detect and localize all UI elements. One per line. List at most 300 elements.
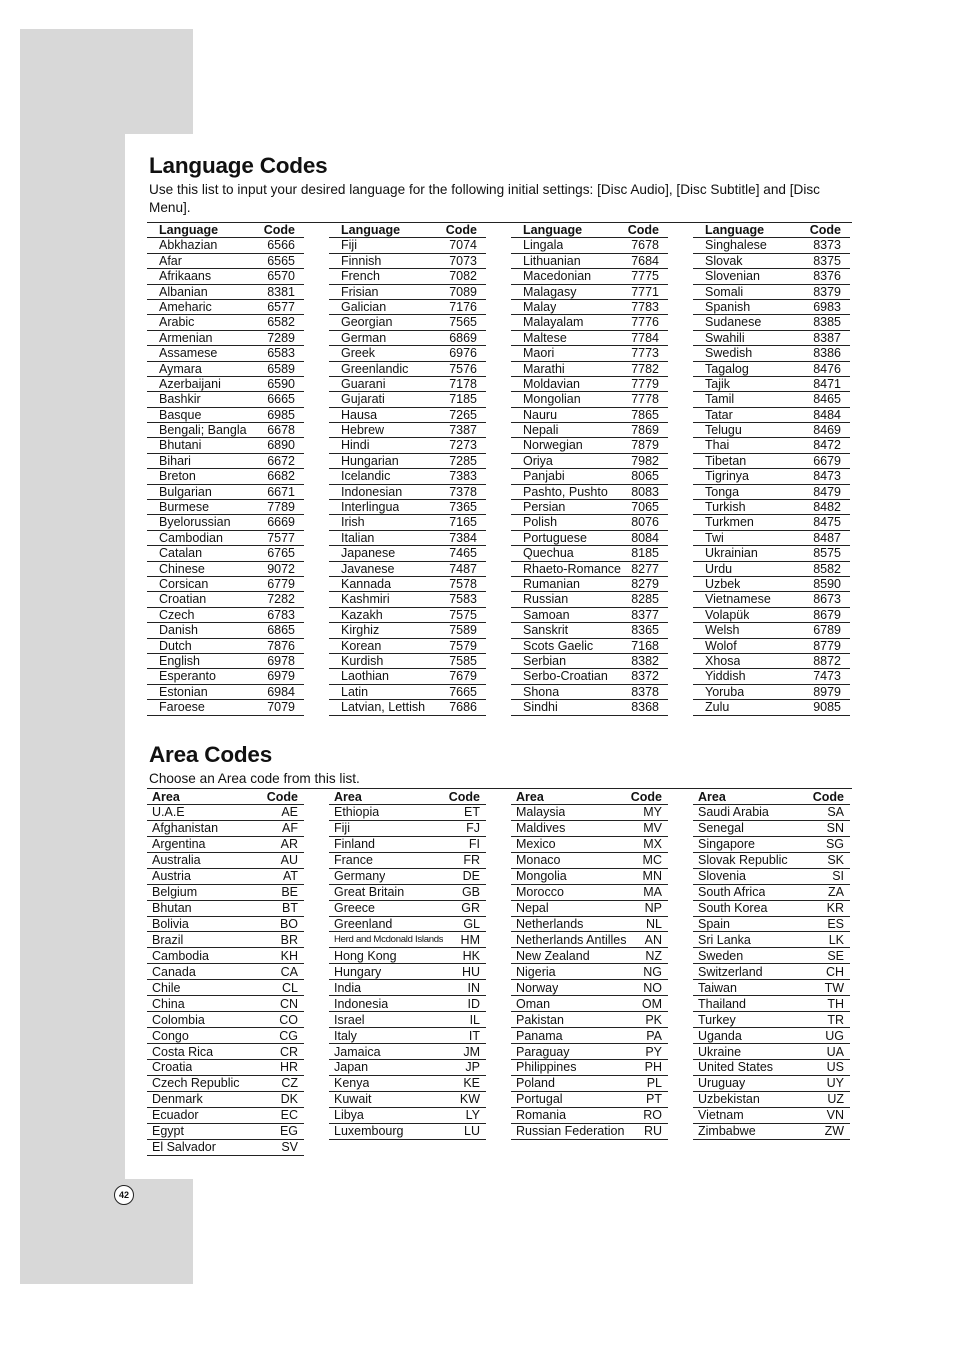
- language-row: [511, 408, 668, 423]
- language-name: Tamil: [705, 392, 735, 407]
- area-row: [693, 885, 850, 901]
- language-code: 8376: [813, 269, 841, 284]
- area-row: [511, 996, 668, 1012]
- language-row: [693, 515, 850, 530]
- language-name: Slovenian: [705, 269, 760, 284]
- language-row: [329, 362, 486, 377]
- area-code: PK: [645, 1012, 662, 1027]
- language-code: 6890: [267, 438, 295, 453]
- language-row: [147, 515, 304, 530]
- language-row: [511, 669, 668, 684]
- language-row: [147, 700, 304, 715]
- language-name: Singhalese: [705, 238, 767, 253]
- area-name: Congo: [152, 1028, 189, 1043]
- language-row: [693, 592, 850, 607]
- language-name: Guarani: [341, 376, 386, 391]
- area-name: Greenland: [334, 917, 393, 932]
- area-code: FR: [463, 853, 480, 868]
- page-margin-band-top: [20, 29, 193, 134]
- area-row: [147, 837, 304, 853]
- language-row: [693, 469, 850, 484]
- language-code: 7789: [267, 500, 295, 515]
- area-name: El Salvador: [152, 1140, 216, 1155]
- language-row: [147, 331, 304, 346]
- area-name: Vietnam: [698, 1108, 744, 1123]
- language-row: [693, 315, 850, 330]
- language-code: 6779: [267, 576, 295, 591]
- language-name: Thai: [705, 438, 730, 453]
- language-code: 7589: [449, 623, 477, 638]
- language-code: 8277: [631, 561, 659, 576]
- language-row: [511, 654, 668, 669]
- area-code: BT: [282, 901, 298, 916]
- language-name: Irish: [341, 515, 365, 530]
- language-row: [147, 285, 304, 300]
- area-name: Jamaica: [334, 1044, 381, 1059]
- language-name: Laothian: [341, 669, 389, 684]
- language-row: [511, 500, 668, 515]
- language-name: Yoruba: [705, 684, 745, 699]
- language-row: [511, 562, 668, 577]
- area-code: AU: [280, 853, 298, 868]
- language-row: [147, 562, 304, 577]
- language-code: 8377: [631, 607, 659, 622]
- language-code: 7684: [631, 253, 659, 268]
- area-code: CN: [279, 996, 298, 1011]
- language-name: Serbo-Croatian: [523, 669, 608, 684]
- language-row: [329, 300, 486, 315]
- language-name: German: [341, 330, 387, 345]
- language-name: Bihari: [159, 453, 191, 468]
- language-code: 9085: [813, 700, 841, 715]
- language-name: Serbian: [523, 653, 567, 668]
- area-code: TW: [824, 980, 844, 995]
- language-row: [329, 654, 486, 669]
- language-name: Burmese: [159, 500, 210, 515]
- area-row: [511, 1044, 668, 1060]
- language-row: [147, 546, 304, 561]
- area-code: IN: [467, 980, 480, 995]
- language-row: [693, 331, 850, 346]
- language-code: 7378: [449, 484, 477, 499]
- language-name: Shona: [523, 684, 560, 699]
- language-row: [693, 685, 850, 700]
- area-code: CO: [279, 1012, 298, 1027]
- language-row: [511, 346, 668, 361]
- language-code: 7487: [449, 561, 477, 576]
- area-code: BE: [281, 885, 298, 900]
- language-row: [329, 269, 486, 284]
- language-row: [147, 485, 304, 500]
- area-row: [147, 1076, 304, 1092]
- language-name: Mongolian: [523, 392, 581, 407]
- language-code: 6590: [267, 376, 295, 391]
- language-row: [147, 408, 304, 423]
- language-code: 6984: [267, 684, 295, 699]
- area-code: PY: [645, 1044, 662, 1059]
- header-name-label: Language: [523, 222, 583, 237]
- area-row: [693, 996, 850, 1012]
- area-code: GB: [461, 885, 480, 900]
- language-code: 7876: [267, 638, 295, 653]
- language-name: Kannada: [341, 576, 392, 591]
- area-code: SG: [825, 837, 844, 852]
- language-row: [147, 238, 304, 253]
- language-name: Oriya: [523, 453, 553, 468]
- area-name: South Korea: [698, 901, 768, 916]
- area-name: Nepal: [516, 901, 549, 916]
- language-code: 6671: [267, 484, 295, 499]
- area-name: Spain: [698, 917, 730, 932]
- language-code: 6665: [267, 392, 295, 407]
- language-name: Sanskrit: [523, 623, 569, 638]
- area-code: OM: [641, 996, 662, 1011]
- language-row: [693, 454, 850, 469]
- language-column: [511, 223, 668, 716]
- area-row: [693, 980, 850, 996]
- language-code: 7465: [449, 546, 477, 561]
- language-row: [147, 469, 304, 484]
- language-row: [147, 685, 304, 700]
- language-name: Azerbaijani: [159, 376, 221, 391]
- area-name: Mongolia: [516, 869, 567, 884]
- area-code: CG: [279, 1028, 298, 1043]
- language-name: Hebrew: [341, 423, 385, 438]
- header-code-label: Code: [263, 222, 295, 237]
- area-name: Czech Republic: [152, 1076, 240, 1091]
- language-name: Gujarati: [341, 392, 385, 407]
- language-name: Twi: [705, 530, 724, 545]
- area-code: BR: [280, 932, 298, 947]
- area-code: AR: [280, 837, 298, 852]
- area-row: [511, 948, 668, 964]
- language-row: [693, 300, 850, 315]
- language-code: 8379: [813, 284, 841, 299]
- area-name: Germany: [334, 869, 386, 884]
- header-code-label: Code: [809, 222, 841, 237]
- page-number-badge: 42: [114, 1185, 134, 1205]
- language-code: 7565: [449, 315, 477, 330]
- area-name: Turkey: [698, 1012, 736, 1027]
- language-code: 8385: [813, 315, 841, 330]
- language-name: Corsican: [159, 576, 209, 591]
- language-code: 8185: [631, 546, 659, 561]
- area-code: UZ: [827, 1092, 844, 1107]
- language-code: 8465: [813, 392, 841, 407]
- area-code: ES: [827, 917, 844, 932]
- area-name: India: [334, 980, 362, 995]
- area-code: JM: [463, 1044, 480, 1059]
- area-name: Romania: [516, 1108, 567, 1123]
- language-name: Kirghiz: [341, 623, 380, 638]
- language-code: 6983: [813, 299, 841, 314]
- area-code: HK: [462, 948, 480, 963]
- language-row: [693, 438, 850, 453]
- area-row: [329, 932, 486, 948]
- language-code: 6985: [267, 407, 295, 422]
- language-code: 7082: [449, 269, 477, 284]
- language-name: Quechua: [523, 546, 574, 561]
- language-name: Russian: [523, 592, 569, 607]
- area-row: [147, 853, 304, 869]
- language-codes-intro: Use this list to input your desired language for the following initial settings: [Disc Audio], [Disc Subtitle] and [Disc Menu].: [149, 182, 820, 215]
- area-code: RO: [643, 1108, 662, 1123]
- area-row: [147, 805, 304, 821]
- language-code: 7282: [267, 592, 295, 607]
- language-name: Finnish: [341, 253, 382, 268]
- language-code: 6679: [813, 453, 841, 468]
- language-row: [511, 315, 668, 330]
- area-row: [511, 837, 668, 853]
- language-name: Albanian: [159, 284, 208, 299]
- language-row: [511, 285, 668, 300]
- area-row: [511, 1124, 668, 1140]
- area-name: Costa Rica: [152, 1044, 214, 1059]
- language-code: 6765: [267, 546, 295, 561]
- language-name: Dutch: [159, 638, 192, 653]
- language-name: Spanish: [705, 299, 751, 314]
- area-code: PT: [646, 1092, 662, 1107]
- area-name: Portugal: [516, 1092, 563, 1107]
- language-code: 7473: [813, 669, 841, 684]
- language-code: 7869: [631, 423, 659, 438]
- language-code: 8979: [813, 684, 841, 699]
- area-code: MN: [642, 869, 662, 884]
- area-name: Luxembourg: [334, 1124, 404, 1139]
- area-code: CL: [282, 980, 298, 995]
- area-code: US: [826, 1060, 844, 1075]
- language-row: [511, 454, 668, 469]
- area-name: Herd and Mcdonald Islands: [334, 933, 444, 945]
- language-row: [511, 269, 668, 284]
- language-name: Italian: [341, 530, 375, 545]
- language-name: Latin: [341, 684, 369, 699]
- area-code: FI: [468, 837, 480, 852]
- language-code: 7383: [449, 469, 477, 484]
- language-code: 8673: [813, 592, 841, 607]
- area-row: [329, 948, 486, 964]
- language-row: [693, 654, 850, 669]
- language-code: 8472: [813, 438, 841, 453]
- language-row: [329, 515, 486, 530]
- language-name: Bhutani: [159, 438, 202, 453]
- language-row: [147, 269, 304, 284]
- area-name: Uruguay: [698, 1076, 746, 1091]
- language-row: [329, 392, 486, 407]
- language-code: 8365: [631, 623, 659, 638]
- area-row: [511, 1012, 668, 1028]
- area-row: [147, 1028, 304, 1044]
- language-name: Croatian: [159, 592, 207, 607]
- language-row: [693, 639, 850, 654]
- language-code: 7575: [449, 607, 477, 622]
- language-name: Icelandic: [341, 469, 391, 484]
- area-name: New Zealand: [516, 948, 590, 963]
- language-row: [511, 623, 668, 638]
- language-name: Ameharic: [159, 299, 212, 314]
- area-codes-intro: Choose an Area code from this list.: [149, 771, 360, 786]
- language-name: Cambodian: [159, 530, 223, 545]
- language-code: 6672: [267, 453, 295, 468]
- language-name: Indonesian: [341, 484, 403, 499]
- area-row: [329, 869, 486, 885]
- language-code: 6678: [267, 423, 295, 438]
- language-row: [147, 592, 304, 607]
- language-code: 6783: [267, 607, 295, 622]
- area-column: [511, 789, 668, 1140]
- area-name: Japan: [334, 1060, 369, 1075]
- language-row: [511, 238, 668, 253]
- language-code: 6582: [267, 315, 295, 330]
- language-name: Japanese: [341, 546, 396, 561]
- language-row: [329, 285, 486, 300]
- language-row: [329, 254, 486, 269]
- language-row: [511, 700, 668, 715]
- area-code: MC: [642, 853, 662, 868]
- language-code: 6978: [267, 653, 295, 668]
- language-name: Tigrinya: [705, 469, 749, 484]
- area-name: Switzerland: [698, 964, 763, 979]
- language-code: 7165: [449, 515, 477, 530]
- area-name: Panama: [516, 1028, 563, 1043]
- area-row: [693, 1012, 850, 1028]
- area-code: AF: [282, 821, 298, 836]
- area-row: [693, 948, 850, 964]
- area-code: ID: [467, 996, 480, 1011]
- area-row: [511, 853, 668, 869]
- language-row: [329, 531, 486, 546]
- area-row: [329, 805, 486, 821]
- area-code: GL: [463, 917, 480, 932]
- language-code: 7585: [449, 653, 477, 668]
- language-row: [329, 423, 486, 438]
- language-code: 7074: [449, 238, 477, 253]
- area-row: [329, 1108, 486, 1124]
- language-name: Galician: [341, 299, 387, 314]
- language-row: [147, 254, 304, 269]
- language-name: Malagasy: [523, 284, 577, 299]
- header-name-label: Language: [341, 222, 401, 237]
- language-name: French: [341, 269, 380, 284]
- language-name: Tibetan: [705, 453, 747, 468]
- area-code: AN: [644, 932, 662, 947]
- area-name: Poland: [516, 1076, 555, 1091]
- area-row: [147, 932, 304, 948]
- language-row: [147, 608, 304, 623]
- language-row: [693, 531, 850, 546]
- header-name-label: Area: [516, 789, 544, 804]
- language-name: Fiji: [341, 238, 357, 253]
- language-code: 6682: [267, 469, 295, 484]
- language-code: 7289: [267, 330, 295, 345]
- language-code: 8575: [813, 546, 841, 561]
- language-row: [693, 285, 850, 300]
- language-name: Kazakh: [341, 607, 383, 622]
- area-code: JP: [465, 1060, 480, 1075]
- area-row: [693, 837, 850, 853]
- language-row: [511, 639, 668, 654]
- language-code: 8076: [631, 515, 659, 530]
- language-name: Hindi: [341, 438, 370, 453]
- language-code: 7273: [449, 438, 477, 453]
- language-name: Hungarian: [341, 453, 399, 468]
- language-name: Tagalog: [705, 361, 749, 376]
- language-row: [329, 546, 486, 561]
- language-code: 7178: [449, 376, 477, 391]
- area-column: [147, 789, 304, 1156]
- area-code: HR: [279, 1060, 298, 1075]
- area-code: HU: [461, 964, 480, 979]
- area-code: DE: [462, 869, 480, 884]
- language-code: 7778: [631, 392, 659, 407]
- area-name: Brazil: [152, 932, 184, 947]
- area-name: Belgium: [152, 885, 198, 900]
- language-code: 6976: [449, 346, 477, 361]
- language-code: 6565: [267, 253, 295, 268]
- area-name: France: [334, 853, 373, 868]
- language-name: Maltese: [523, 330, 567, 345]
- area-code: MV: [643, 821, 662, 836]
- area-code: FJ: [466, 821, 480, 836]
- language-row: [329, 592, 486, 607]
- language-row: [511, 469, 668, 484]
- area-row: [329, 901, 486, 917]
- area-name: Egypt: [152, 1124, 184, 1139]
- area-code: UY: [826, 1076, 844, 1091]
- language-row: [693, 346, 850, 361]
- language-name: Urdu: [705, 561, 733, 576]
- language-name: Afar: [159, 253, 182, 268]
- language-code: 7773: [631, 346, 659, 361]
- area-row: [693, 1076, 850, 1092]
- language-code: 7577: [267, 530, 295, 545]
- language-code: 8373: [813, 238, 841, 253]
- language-code: 7678: [631, 238, 659, 253]
- language-name: Macedonian: [523, 269, 592, 284]
- language-row: [329, 608, 486, 623]
- area-code: SN: [826, 821, 844, 836]
- area-name: Russian Federation: [516, 1124, 625, 1139]
- language-row: [329, 562, 486, 577]
- language-name: Chinese: [159, 561, 205, 576]
- area-name: Mexico: [516, 837, 556, 852]
- area-name: Indonesia: [334, 996, 389, 1011]
- language-name: Abkhazian: [159, 238, 218, 253]
- area-row: [329, 996, 486, 1012]
- language-name: Norwegian: [523, 438, 583, 453]
- area-code: DK: [280, 1092, 298, 1107]
- area-code: PH: [644, 1060, 662, 1075]
- language-code: 8469: [813, 423, 841, 438]
- language-name: Maori: [523, 346, 555, 361]
- area-name: Kenya: [334, 1076, 370, 1091]
- area-row: [511, 885, 668, 901]
- language-row: [693, 500, 850, 515]
- area-row: [147, 885, 304, 901]
- language-code: 7686: [449, 700, 477, 715]
- area-codes-title: Area Codes: [149, 742, 273, 767]
- language-name: Somali: [705, 284, 744, 299]
- language-name: Malay: [523, 299, 557, 314]
- language-row: [511, 608, 668, 623]
- language-name: Welsh: [705, 623, 740, 638]
- language-code: 6583: [267, 346, 295, 361]
- language-name: Lithuanian: [523, 253, 581, 268]
- language-code: 7089: [449, 284, 477, 299]
- area-code: IL: [469, 1012, 480, 1027]
- language-name: Panjabi: [523, 469, 565, 484]
- language-name: Ukrainian: [705, 546, 758, 561]
